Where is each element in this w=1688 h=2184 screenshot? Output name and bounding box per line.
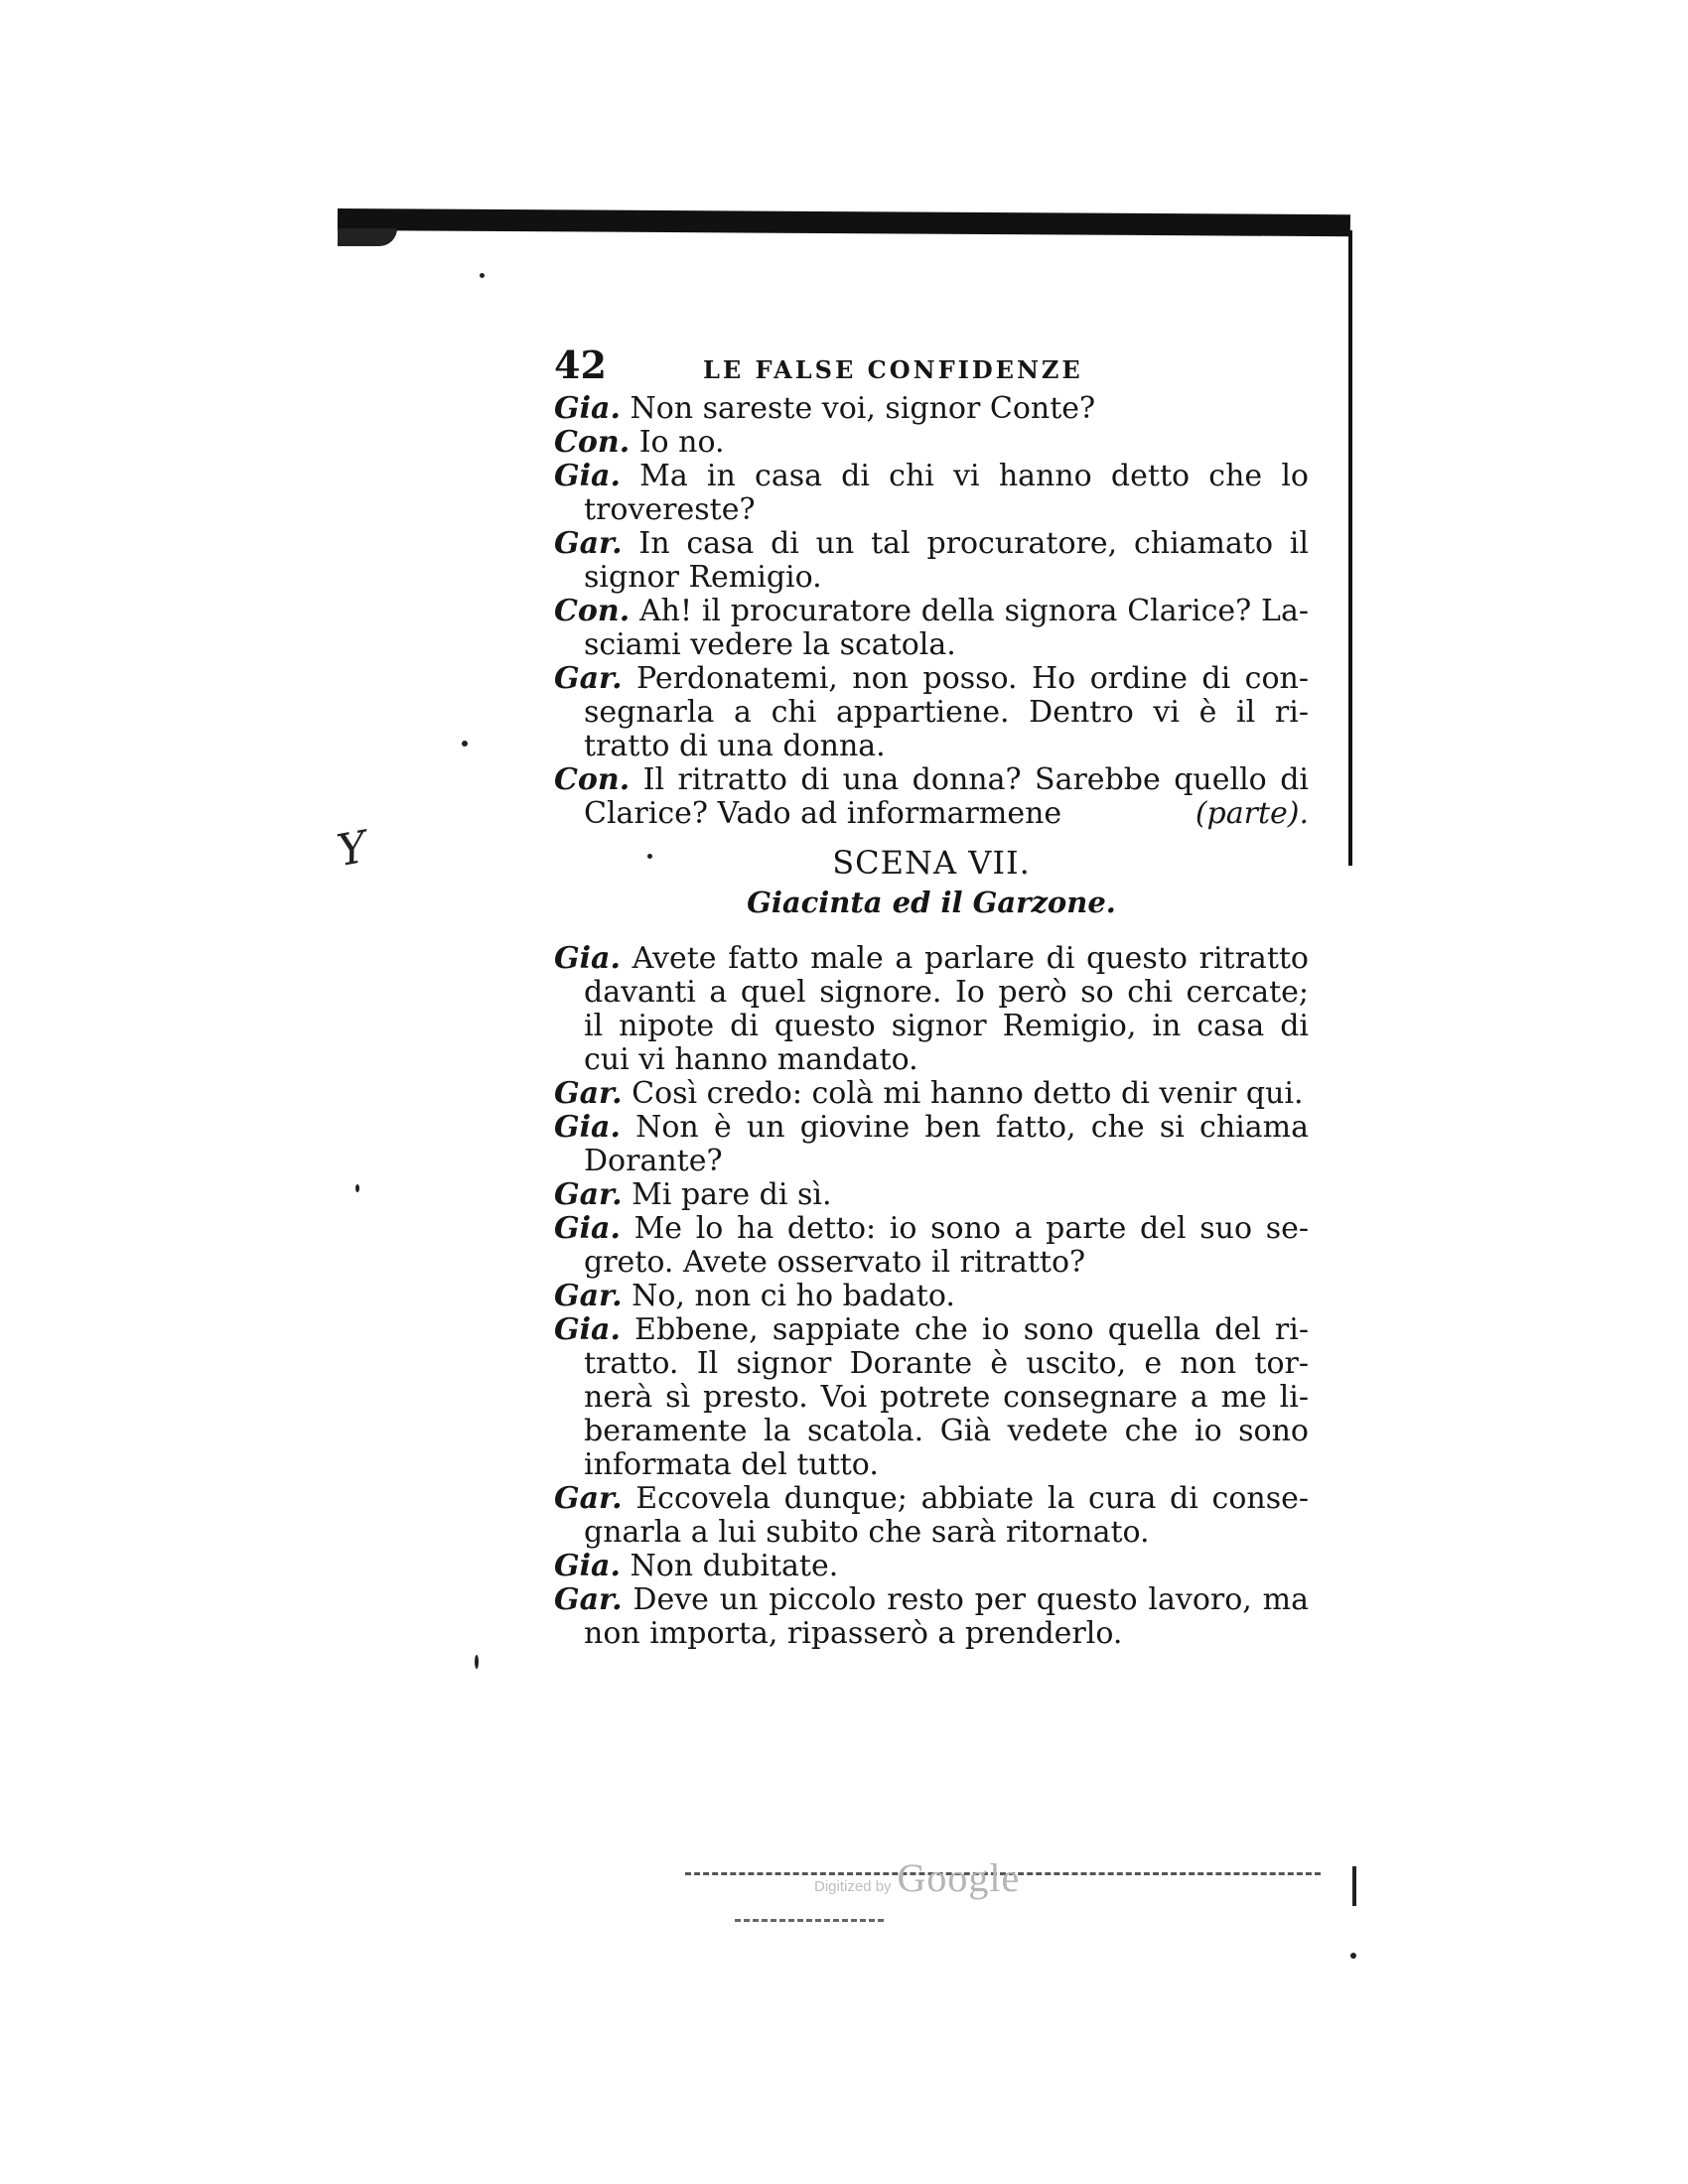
speech-line-row <box>554 1448 1309 1482</box>
speech-line-row <box>554 662 1309 696</box>
speech-line-row <box>554 493 1309 527</box>
speech-block <box>554 1111 1309 1178</box>
margin-handwritten-mark: Y <box>333 821 371 878</box>
speech-block <box>554 1313 1309 1482</box>
digitized-watermark <box>814 1854 1020 1901</box>
speaker-name: Gia. <box>554 1211 621 1246</box>
speech-line: In casa di un tal procuratore, chiamato il <box>638 526 1309 561</box>
speech-block <box>554 527 1309 595</box>
speaker-name: Gia. <box>554 1110 621 1145</box>
play-text <box>554 392 1309 1651</box>
speech-line-row <box>554 1111 1309 1145</box>
speaker-name: Gia. <box>554 1312 621 1347</box>
scene-characters: Giacinta ed il Garzone. <box>747 886 1116 919</box>
running-title: LE FALSE CONFIDENZE <box>703 355 1083 384</box>
speaker-name: Gia. <box>554 941 621 976</box>
speech-line: Così credo: colà mi hanno detto di venir qui. <box>632 1076 1304 1111</box>
speech-block <box>554 1550 1309 1583</box>
speech-block <box>554 942 1309 1077</box>
speech-line-row <box>554 696 1309 730</box>
scan-right-edge <box>1348 230 1352 866</box>
speaker-name: Gia. <box>554 459 621 493</box>
speech-line: Perdonatemi, non posso. Ho ordine di con- <box>636 661 1309 696</box>
speech-line: tratto. Il signor Dorante è uscito, e non tor- <box>584 1346 1309 1381</box>
speech-line-row <box>554 460 1309 493</box>
speech-line-row <box>554 1617 1309 1651</box>
speech-block <box>554 595 1309 662</box>
speech-line-row <box>554 1381 1309 1415</box>
speech-line: Clarice? Vado ad informarmene <box>584 796 1062 831</box>
speech-line-row <box>554 1280 1309 1313</box>
speech-line-with-stage-direction <box>554 797 1309 831</box>
speech-line-row <box>554 628 1309 662</box>
scan-speck <box>480 273 485 278</box>
speech-block <box>554 1482 1309 1550</box>
speech-line: tratto di una donna. <box>584 729 886 763</box>
watermark-prefix: Digitized by <box>814 1878 892 1895</box>
speech-line: Non dubitate. <box>630 1549 839 1583</box>
speech-line-row <box>554 561 1309 595</box>
speech-line-row <box>554 1347 1309 1381</box>
speech-line-row <box>554 527 1309 561</box>
speech-block <box>554 1583 1309 1651</box>
scan-right-tick <box>1352 1866 1356 1906</box>
speech-line: Eccovela dunque; abbiate la cura di conse- <box>635 1481 1309 1516</box>
scene-title: SCENA VII. <box>832 844 1031 882</box>
speech-block <box>554 763 1309 831</box>
speech-line-row <box>554 1583 1309 1617</box>
speech-block <box>554 426 1309 460</box>
speech-block <box>554 392 1309 426</box>
speech-line: Dorante? <box>584 1144 723 1178</box>
speech-line: gnarla a lui subito che sarà ritornato. <box>584 1515 1150 1550</box>
scan-bottom-rule-short <box>735 1919 884 1922</box>
speech-line: No, non ci ho badato. <box>632 1279 955 1313</box>
scan-speck <box>475 1655 479 1669</box>
speaker-name: Gia. <box>554 1549 621 1583</box>
speaker-name: Gar. <box>554 1076 623 1111</box>
speech-line: non importa, ripasserò a prenderlo. <box>584 1616 1123 1651</box>
speech-line-row <box>554 1415 1309 1448</box>
speech-line: Io no. <box>638 425 725 460</box>
speech-line: trovereste? <box>584 492 756 527</box>
speech-line-row <box>554 1212 1309 1246</box>
speech-line: sciami vedere la scatola. <box>584 627 956 662</box>
page-number: 42 <box>554 342 607 387</box>
speaker-name: Con. <box>554 594 631 628</box>
speech-block <box>554 1178 1309 1212</box>
speech-line-row <box>554 426 1309 460</box>
scan-speck <box>462 741 468 747</box>
speech-line: Non è un giovine ben fatto, che si chiama <box>635 1110 1309 1145</box>
speech-line-row <box>554 1010 1309 1043</box>
speech-line-row <box>554 595 1309 628</box>
speech-line-row <box>554 1246 1309 1280</box>
speaker-name: Gar. <box>554 1481 623 1516</box>
speech-line: informata del tutto. <box>584 1447 879 1482</box>
speech-line-row <box>554 1043 1309 1077</box>
speech-line: signor Remigio. <box>584 560 822 595</box>
speaker-name: Con. <box>554 425 631 460</box>
speech-line: il nipote di questo signor Remigio, in casa di <box>584 1009 1309 1043</box>
scan-speck <box>355 1184 359 1192</box>
speech-line-row <box>554 1516 1309 1550</box>
speech-line: segnarla a chi appartiene. Dentro vi è il ri- <box>584 695 1309 730</box>
stage-direction: (parte). <box>1195 796 1309 831</box>
speaker-name: Gar. <box>554 1177 623 1212</box>
speaker-name: Gar. <box>554 1279 623 1313</box>
speech-line-row <box>554 976 1309 1010</box>
google-logo: Google <box>897 1855 1021 1900</box>
speaker-name: Gia. <box>554 391 621 426</box>
speech-line-row <box>554 763 1309 797</box>
speech-block <box>554 1077 1309 1111</box>
scan-top-edge <box>338 208 1350 236</box>
speech-line-row <box>554 1077 1309 1111</box>
speech-line: davanti a quel signore. Io però so chi cercate; <box>584 975 1309 1010</box>
scan-speck <box>1350 1953 1356 1959</box>
speech-line: Ma in casa di chi vi hanno detto che lo <box>639 459 1309 493</box>
speech-block <box>554 460 1309 527</box>
speech-line-row <box>554 392 1309 426</box>
scan-top-edge-tail <box>338 228 397 246</box>
speaker-name: Gar. <box>554 526 623 561</box>
speech-line-row <box>554 1482 1309 1516</box>
speech-line-row <box>554 1145 1309 1178</box>
speech-line: Non sareste voi, signor Conte? <box>630 391 1096 426</box>
speech-line: greto. Avete osservato il ritratto? <box>584 1245 1086 1280</box>
speech-line: Il ritratto di una donna? Sarebbe quello di <box>642 762 1309 797</box>
speech-line: beramente la scatola. Già vedete che io sono <box>584 1414 1309 1448</box>
speech-line: Me lo ha detto: io sono a parte del suo se- <box>633 1211 1309 1246</box>
speech-block <box>554 1280 1309 1313</box>
speech-block <box>554 662 1309 763</box>
speech-line: Ebbene, sappiate che io sono quella del ri- <box>634 1312 1309 1347</box>
speech-line: nerà sì presto. Voi potrete consegnare a me li- <box>584 1380 1309 1415</box>
speech-line: cui vi hanno mandato. <box>584 1042 918 1077</box>
book-page <box>554 342 1309 1651</box>
speaker-name: Gar. <box>554 1582 623 1617</box>
speech-line: Avete fatto male a parlare di questo ritratto <box>632 941 1309 976</box>
speech-line-row <box>554 1178 1309 1212</box>
speech-line-row <box>554 1550 1309 1583</box>
speech-block <box>554 1212 1309 1280</box>
speech-line-row <box>554 942 1309 976</box>
speaker-name: Gar. <box>554 661 623 696</box>
page-header <box>554 342 1309 392</box>
speech-line-row <box>554 1313 1309 1347</box>
speech-line: Mi pare di sì. <box>632 1177 832 1212</box>
speech-line-row <box>554 730 1309 763</box>
speech-line: Ah! il procuratore della signora Clarice? La- <box>638 594 1309 628</box>
speech-line: Deve un piccolo resto per questo lavoro, ma <box>633 1582 1309 1617</box>
speaker-name: Con. <box>554 762 631 797</box>
